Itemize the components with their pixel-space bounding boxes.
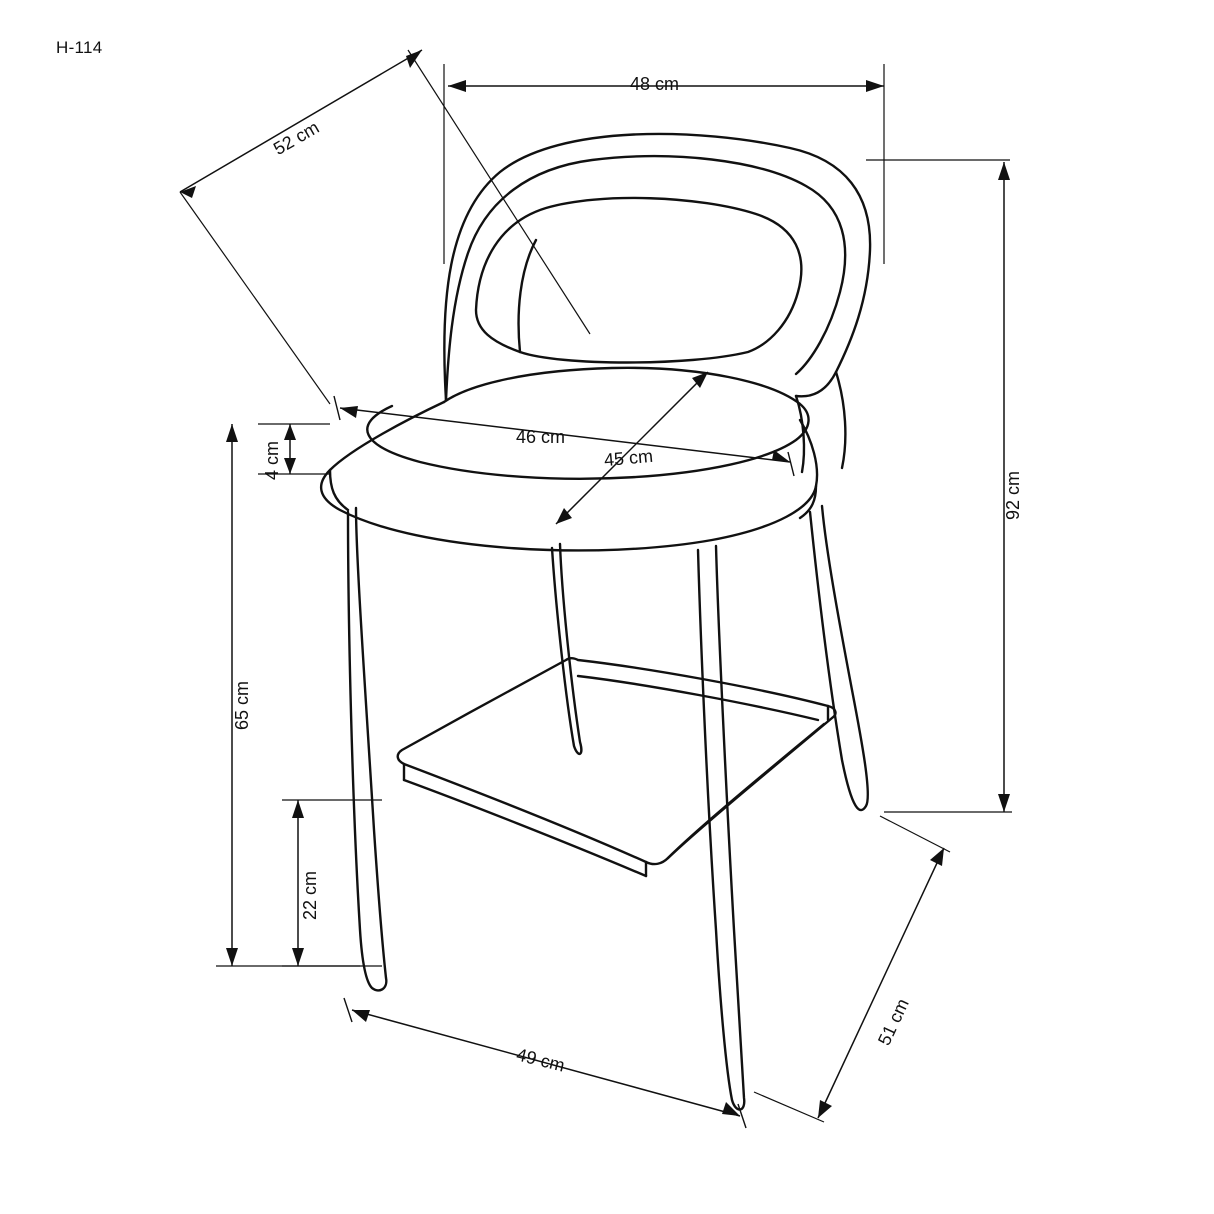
dimension-label-seat-depth: 45 cm (603, 445, 654, 471)
dimension-depth-total (180, 50, 422, 404)
dimension-width-top (408, 50, 1010, 334)
dimension-label-height-total: 92 cm (1003, 470, 1023, 520)
seat-cushion (321, 368, 817, 551)
dimension-footrest-height (282, 800, 382, 966)
footrest-frame (398, 658, 836, 876)
dimension-label-depth-total: 52 cm (270, 117, 323, 159)
dimension-label-width-top: 48 cm (630, 74, 680, 94)
model-code-label: H-114 (56, 38, 103, 57)
backrest-outline (444, 134, 870, 472)
dimension-label-seat-thickness: 4 cm (262, 440, 282, 480)
dimension-height-total (884, 162, 1012, 812)
chair-legs (348, 506, 868, 1110)
dimension-base-depth (754, 816, 950, 1122)
dimension-label-base-width: 49 cm (514, 1044, 567, 1076)
dimension-label-seat-width: 46 cm (516, 427, 566, 447)
dimension-label-footrest-height: 22 cm (300, 870, 320, 920)
dimension-label-base-depth: 51 cm (874, 995, 913, 1049)
dimension-label-seat-height: 65 cm (232, 680, 252, 730)
